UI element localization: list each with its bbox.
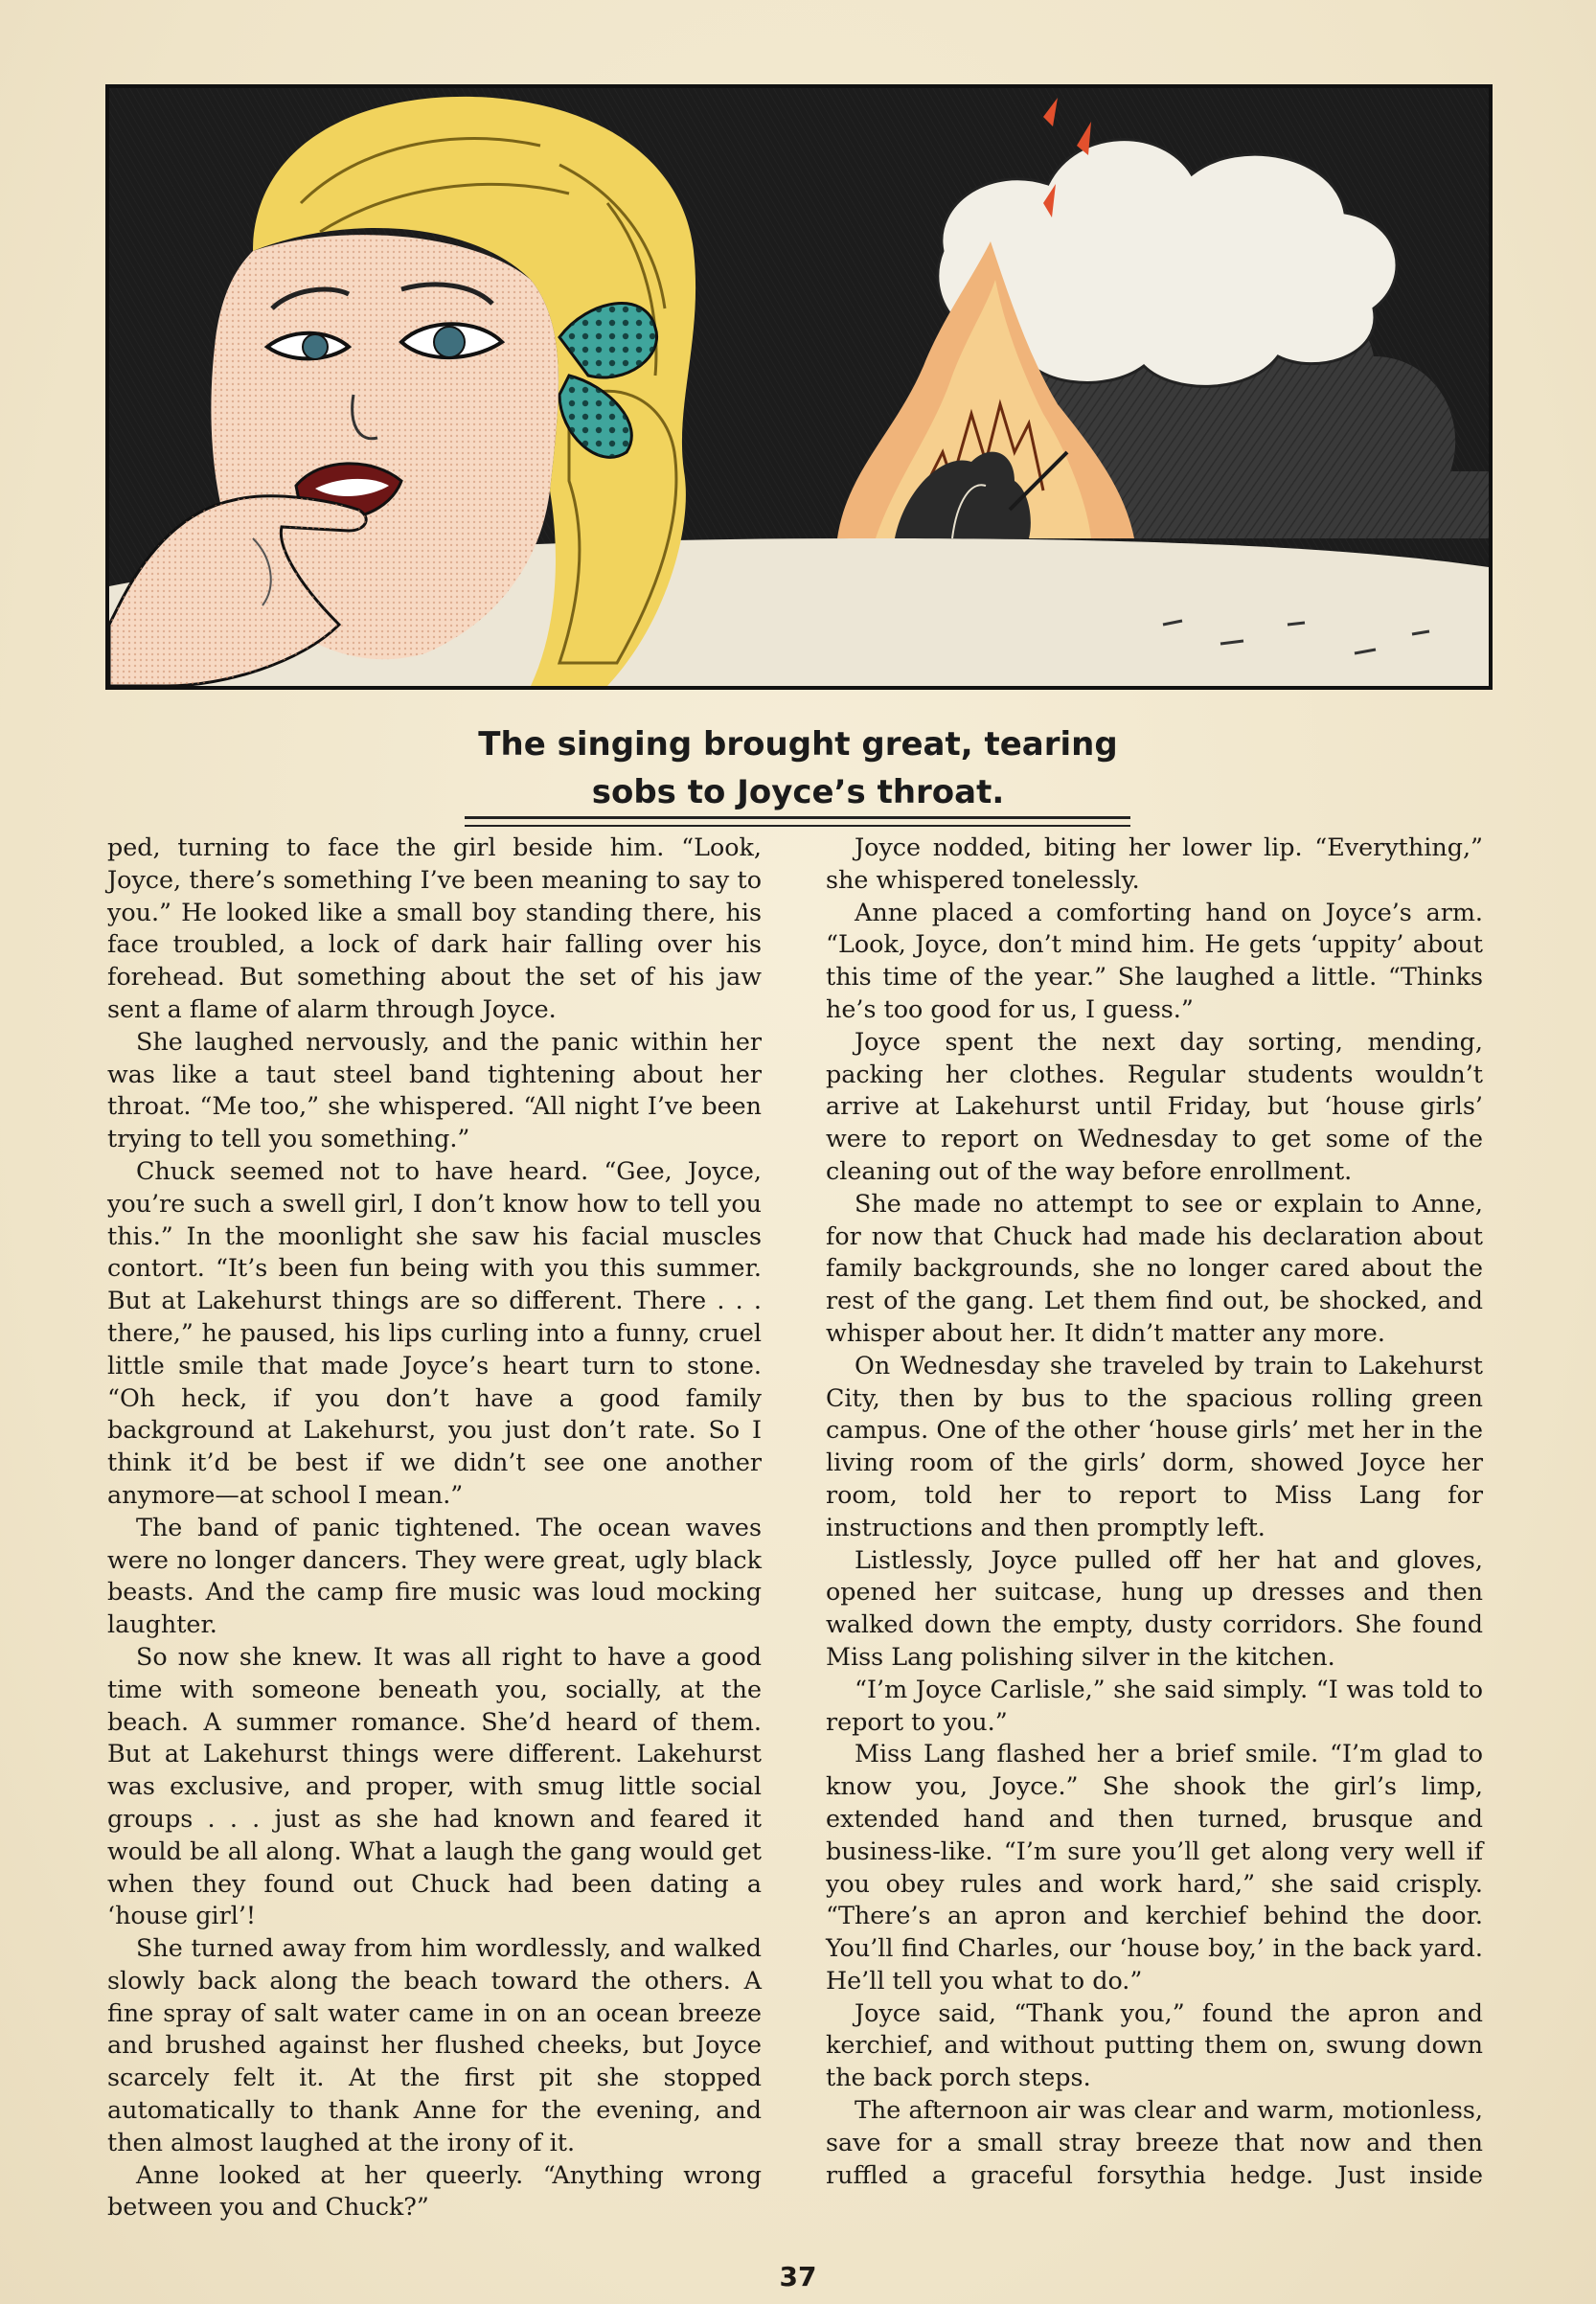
paragraph: Anne placed a comforting hand on Joyce’s arm. “Look, Joyce, don’t mind him. He gets ‘uppity’ about this time of the year.” She laughed a little. “Thinks he’s too good for us, I guess.” [826,897,1483,1023]
right-text-column [826,832,1483,2191]
paragraph: Joyce spent the next day sorting, mending, packing her clothes. Regular students wouldn’t arrive at Lakehurst until Friday, but ‘house girls’ were to report on Wednesday to get some of the cleaning out of the way before enrollment. [826,1026,1483,1185]
caption-line-1: The singing brought great, tearing [478,725,1118,764]
illustration-artwork [109,88,1489,686]
paragraph: The band of panic tightened. The ocean waves were no longer dancers. They were great, ugly black beasts. And the camp fire music was loud mocking laughter. [107,1512,762,1639]
paragraph: The afternoon air was clear and warm, motionless, save for a small stray breeze that now and then ruffled a graceful forsythia hedge. Just inside [826,2095,1483,2189]
caption-rule-thin [465,825,1130,827]
page-number: 37 [779,2261,817,2293]
paragraph: Listlessly, Joyce pulled off her hat and gloves, opened her suitcase, hung up dresses and then walked down the empty, dusty corridors. She found Miss Lang polishing silver in the kitchen. [826,1544,1483,1671]
paragraph: “I’m Joyce Carlisle,” she said simply. “I was told to report to you.” [826,1674,1483,1736]
caption-line-2: sobs to Joyce’s throat. [591,773,1005,811]
paragraph: She made no attempt to see or explain to Anne, for now that Chuck had made his declaration about family backgrounds, she no longer cared about the rest of the gang. Let them find out, be shocked, and whisper about her. It didn’t matter any more. [826,1188,1483,1347]
illustration-caption [287,720,1309,816]
paragraph: She laughed nervously, and the panic within her was like a taut steel band tightening about her throat. “Me too,” she whispered. “All night I’ve been trying to tell you something.” [107,1026,762,1153]
paragraph: So now she knew. It was all right to have a good time with someone beneath you, socially, at the beach. A summer romance. She’d heard of them. But at Lakehurst things were different. Lakehurst was exclusive, and proper, with smug little social groups . . . just as she had known and feared it would be all along. What a laugh the gang would get when they found out Chuck had been dating a ‘house girl’! [107,1641,762,1930]
left-text-column [107,832,762,2224]
paragraph: On Wednesday she traveled by train to Lakehurst City, then by bus to the spacious rolling green campus. One of the other ‘house girls’ met her in the living room of the girls’ dorm, showed Joyce her room, told her to report to Miss Lang for instructions and then promptly left. [826,1350,1483,1541]
paragraph: ped, turning to face the girl beside him. “Look, Joyce, there’s something I’ve been meaning to say to you.” He looked like a small boy standing there, his face troubled, a lock of dark hair falling over his forehead. But something about the set of his jaw sent a flame of alarm through Joyce. [107,833,762,1023]
paragraph: Joyce nodded, biting her lower lip. “Everything,” she whispered tonelessly. [826,833,1483,894]
paragraph: Chuck seemed not to have heard. “Gee, Joyce, you’re such a swell girl, I don’t know how to tell you this.” In the moonlight she saw his facial muscles contort. “It’s been fun being with you this summer. But at Lakehurst things are so different. There . . . there,” he paused, his lips curling into a funny, cruel little smile that made Joyce’s heart turn to stone. “Oh heck, if you don’t have a good family background at Lakehurst, you just don’t rate. So I think it’d be best if we didn’t see one another anymore—at school I mean.” [107,1155,762,1509]
paragraph: Anne looked at her queerly. “Anything wrong between you and Chuck?” [107,2159,762,2222]
paragraph: She turned away from him wordlessly, and walked slowly back along the beach toward the others. A fine spray of salt water came in on an ocean breeze and brushed against her flushed cheeks, but Joyce scarcely felt it. At the first pit she stopped automatically to thank Anne for the evening, and then almost laughed at the irony of it. [107,1933,762,2156]
paragraph: Joyce said, “Thank you,” found the apron and kerchief, and without putting them on, swung down the back porch steps. [826,1997,1483,2092]
paragraph: Miss Lang flashed her a brief smile. “I’m glad to know you, Joyce.” She shook the girl’s limp, extended hand and then turned, brusque and business-like. “I’m sure you’ll get along very well if you obey rules and work hard,” she said crisply. “There’s an apron and kerchief behind the door. You’ll find Charles, our ‘house boy,’ in the back yard. He’ll tell you what to do.” [826,1739,1483,1995]
caption-rule-thick [465,816,1130,819]
comic-illustration [105,84,1493,690]
